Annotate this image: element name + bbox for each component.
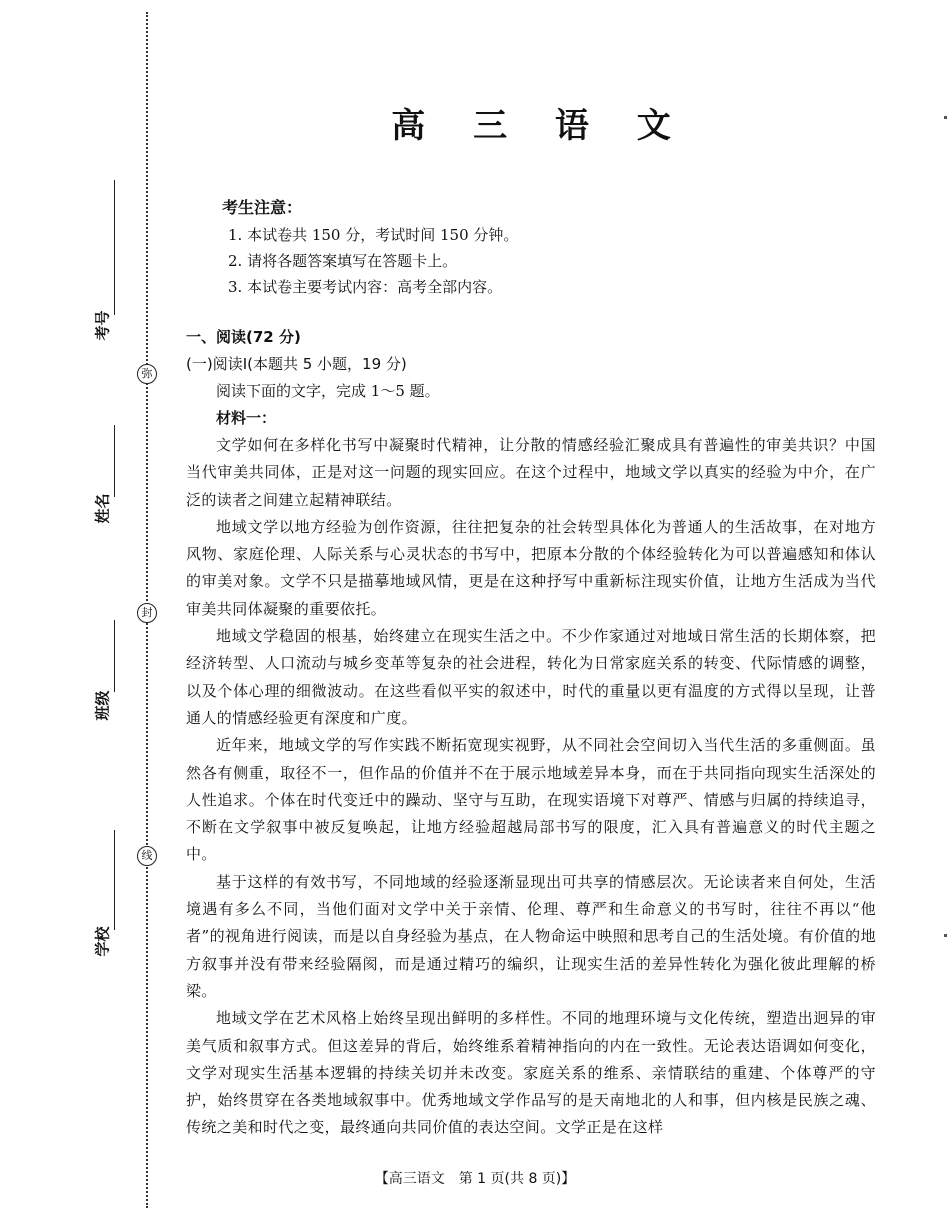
section-heading: 一、阅读(72 分) <box>186 328 301 346</box>
name-blank[interactable] <box>114 425 115 497</box>
exam-number-field[interactable] <box>92 180 122 360</box>
page-title: 高 三 语 文 <box>391 106 689 146</box>
passage-paragraph: 文学如何在多样化书写中凝聚时代精神，让分散的情感经验汇聚成具有普遍性的审美共识？中国当代审美共同体，正是对这一问题的现实回应。在这个过程中，地域文学以真实的经验为中介，在广泛的读者之间建立起精神联结。 <box>186 436 876 509</box>
school-label: 学校 <box>93 926 112 957</box>
reading-instruction: 阅读下面的文字，完成 1～5 题。 <box>216 382 440 400</box>
seal-mark-xian: 线 <box>137 846 157 866</box>
passage-paragraph: 近年来，地域文学的写作实践不断拓宽现实视野，从不同社会空间切入当代生活的多重侧面。虽然各有侧重，取径不一，但作品的价值并不在于展示地域差异本身，而在于共同指向现实生活深处的人性追求。个体在时代变迁中的躁动、坚守与互助，在现实语境下对尊严、情感与归属的持续追寻，不断在文学叙事中被反复唤起，让地方经验超越局部书写的限度，汇入具有普遍意义的时代主题之中。 <box>186 736 876 864</box>
subsection-heading: (一)阅读Ⅰ(本题共 5 小题，19 分) <box>186 355 407 373</box>
notice-item: 1. 本试卷共 150 分，考试时间 150 分钟。 <box>228 226 519 244</box>
scan-mark <box>944 116 947 119</box>
main-content <box>186 98 876 1142</box>
passage-paragraph: 基于这样的有效书写，不同地域的经验逐渐显现出可共享的情感层次。无论读者来自何处，生活境遇有多么不同，当他们面对文学中关于亲情、伦理、尊严和生命意义的书写时，往往不再以“他者”的视角进行阅读，而是以自身经验为基点，在人物命运中映照和思考自己的生活处境。有价值的地方叙事并没有带来经验隔阂，而是通过精巧的编织，让现实生活的差异性转化为强化彼此理解的桥梁。 <box>186 872 876 1000</box>
passage-paragraph: 地域文学在艺术风格上始终呈现出鲜明的多样性。不同的地理环境与文化传统，塑造出迥异的审美气质和叙事方式。但这差异的背后，始终维系着精神指向的内在一致性。无论表达语调如何变化，文学对现实生活基本逻辑的持续关切并未改变。家庭关系的维系、亲情联结的重建、个体尊严的守护，始终贯穿在各类地域叙事中。优秀地域文学作品写的是天南地北的人和事，但内核是民族之魂、传统之美和时代之变，最终通向共同价值的表达空间。文学正是在这样 <box>186 1009 876 1137</box>
class-field[interactable] <box>92 620 122 740</box>
school-field[interactable] <box>92 830 122 970</box>
exam-number-blank[interactable] <box>114 180 115 315</box>
school-blank[interactable] <box>114 830 115 930</box>
passage-paragraph: 地域文学稳固的根基，始终建立在现实生活之中。不少作家通过对地域日常生活的长期体察，把经济转型、人口流动与城乡变革等复杂的社会进程，转化为日常家庭关系的转变、代际情感的调整，以及个体心理的细微波动。在这些看似平实的叙述中，时代的重量以更有温度的方式得以呈现，让普通人的情感经验更有深度和广度。 <box>186 627 876 727</box>
notice-item: 3. 本试卷主要考试内容：高考全部内容。 <box>228 278 503 296</box>
seal-mark-feng: 封 <box>137 603 157 623</box>
material-label: 材料一： <box>216 409 277 427</box>
passage-paragraph: 地域文学以地方经验为创作资源，往往把复杂的社会转型具体化为普通人的生活故事，在对地方风物、家庭伦理、人际关系与心灵状态的书写中，把原本分散的个体经验转化为可以普遍感知和体认的审美对象。文学不只是描摹地域风情，更是在这种抒写中重新标注现实价值，让地方生活成为当代审美共同体凝聚的重要依托。 <box>186 517 876 618</box>
exam-number-label: 考号 <box>93 310 112 341</box>
notice-heading: 考生注意： <box>222 198 303 217</box>
scan-mark <box>944 934 947 937</box>
name-label: 姓名 <box>93 493 112 524</box>
page-footer: 【高三语文 第 1 页(共 8 页)】 <box>374 1171 576 1187</box>
name-field[interactable] <box>92 425 122 545</box>
notice-item: 2. 请将各题答案填写在答题卡上。 <box>228 252 458 270</box>
class-blank[interactable] <box>114 620 115 692</box>
candidate-notice <box>186 195 876 300</box>
class-label: 班级 <box>93 690 112 721</box>
seal-mark-mi: 弥 <box>137 364 157 384</box>
